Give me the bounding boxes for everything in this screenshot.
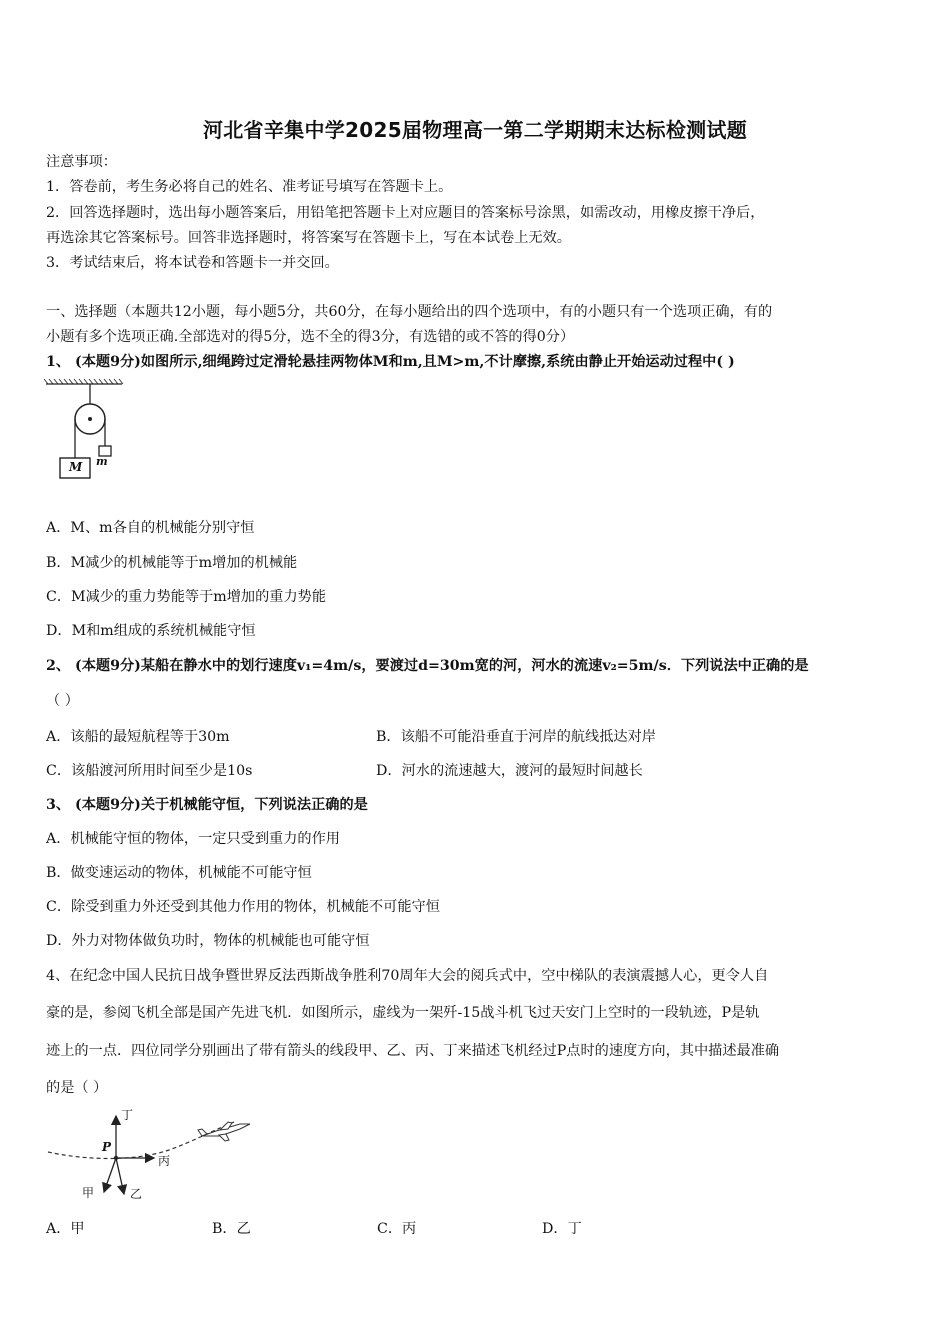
option[interactable]: B．M减少的机械能等于m增加的机械能 — [46, 555, 298, 571]
arrow-yi-label: 乙 — [130, 1187, 143, 1201]
option[interactable]: D．外力对物体做负功时，物体的机械能也可能守恒 — [46, 933, 370, 949]
option[interactable]: B．做变速运动的物体，机械能不可能守恒 — [46, 865, 312, 881]
trajectory-figure — [44, 1108, 264, 1204]
question-4-stem: 迹上的一点．四位同学分别画出了带有箭头的线段甲、乙、丙、丁来描述飞机经过P点时的速度方向，其中描述最准确 — [46, 1043, 780, 1059]
answer-bracket: （ ） — [46, 693, 79, 709]
option[interactable]: D．丁 — [542, 1221, 582, 1237]
option[interactable]: B．该船不可能沿垂直于河岸的航线抵达对岸 — [376, 729, 656, 745]
page-title: 河北省辛集中学2025届物理高一第二学期期末达标检测试题 — [202, 118, 748, 142]
arrow-ding-label: 丁 — [121, 1108, 134, 1122]
question-4-stem: 的是（ ） — [46, 1080, 108, 1096]
question-4-stem: 豪的是，参阅飞机全部是国产先进飞机．如图所示，虚线为一架歼-15战斗机飞过天安门上空时的一段轨迹，P是轨 — [46, 1005, 760, 1021]
arrow-bing-label: 丙 — [158, 1154, 171, 1168]
question-4-stem: 4、在纪念中国人民抗日战争暨世界反法西斯战争胜利70周年大会的阅兵式中，空中梯队的表演震撼人心，更令人自 — [46, 968, 769, 984]
option[interactable]: A．M、m各自的机械能分别守恒 — [46, 520, 255, 536]
option[interactable]: D．M和m组成的系统机械能守恒 — [46, 623, 256, 639]
question-1-stem: 1、 (本题9分)如图所示,细绳跨过定滑轮悬挂两物体M和m,且M>m,不计摩擦,系统由静止开始运动过程中( ) — [46, 354, 735, 370]
option[interactable]: C．该船渡河所用时间至少是10s — [46, 763, 253, 779]
jet-icon — [198, 1122, 250, 1141]
option[interactable]: A．甲 — [46, 1221, 85, 1237]
section-instructions: 一、选择题（本题共12小题，每小题5分，共60分，在每小题给出的四个选项中，有的小题只有一个选项正确，有的 — [46, 304, 773, 320]
arrow-jia-label: 甲 — [82, 1186, 95, 1200]
mass-m-label: m — [96, 455, 108, 468]
question-3-stem: 3、 (本题9分)关于机械能守恒，下列说法正确的是 — [46, 797, 368, 813]
option[interactable]: D．河水的流速越大，渡河的最短时间越长 — [376, 763, 643, 779]
mass-M-label: M — [69, 460, 83, 474]
notice-item: 3．考试结束后，将本试卷和答题卡一并交回。 — [46, 255, 339, 271]
notice-item: 1．答卷前，考生务必将自己的姓名、准考证号填写在答题卡上。 — [46, 179, 453, 195]
section-instructions: 小题有多个选项正确.全部选对的得5分，选不全的得3分，有选错的或不答的得0分） — [46, 329, 575, 345]
question-2-stem: 2、 (本题9分)某船在静水中的划行速度v₁=4m/s，要渡过d=30m宽的河，河水的流速v₂=5m/s．下列说法中正确的是 — [46, 658, 809, 674]
option[interactable]: C．除受到重力外还受到其他力作用的物体，机械能不可能守恒 — [46, 899, 440, 915]
point-P-label: P — [102, 1140, 112, 1154]
option[interactable]: C．M减少的重力势能等于m增加的重力势能 — [46, 589, 327, 605]
option[interactable]: B．乙 — [212, 1221, 251, 1237]
notice-heading: 注意事项： — [46, 154, 117, 170]
option[interactable]: C．丙 — [377, 1221, 417, 1237]
notice-item: 2．回答选择题时，选出每小题答案后，用铅笔把答题卡上对应题目的答案标号涂黑，如需改动，用橡皮擦干净后， — [46, 205, 765, 221]
option[interactable]: A．该船的最短航程等于30m — [46, 729, 230, 745]
pulley-figure — [44, 378, 124, 484]
notice-item: 再选涂其它答案标号。回答非选择题时，将答案写在答题卡上，写在本试卷上无效。 — [46, 230, 571, 246]
option[interactable]: A．机械能守恒的物体，一定只受到重力的作用 — [46, 831, 340, 847]
